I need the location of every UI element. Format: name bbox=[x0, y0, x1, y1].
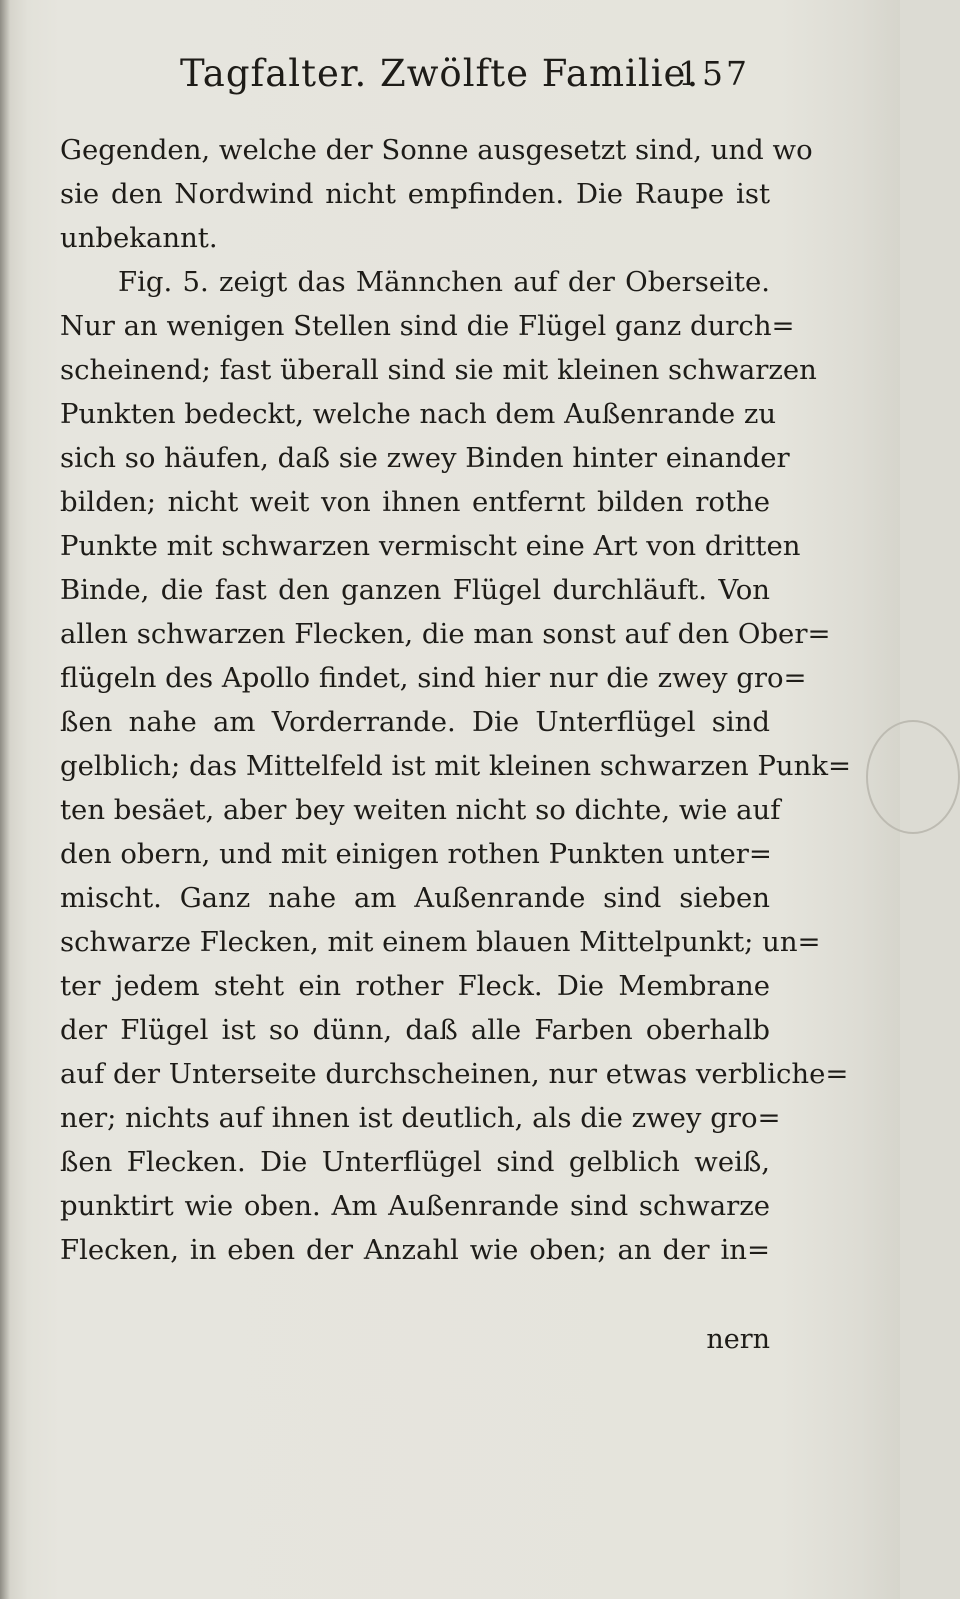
catchword: nern bbox=[706, 1324, 770, 1355]
text-line: sich so häufen, daß sie zwey Binden hinter einander bbox=[60, 442, 790, 474]
text-line: Punkte mit schwarzen vermischt eine Art von dritten bbox=[60, 530, 801, 562]
page-edge-mark bbox=[866, 720, 960, 834]
text-line: ter jedem steht ein rother Fleck. Die Membrane bbox=[60, 970, 770, 1002]
text-line: ßen Flecken. Die Unterflügel sind gelblich weiß, bbox=[60, 1146, 770, 1178]
page-header bbox=[180, 52, 760, 112]
text-line: bilden; nicht weit von ihnen entfernt bilden rothe bbox=[60, 486, 770, 518]
body-text bbox=[60, 128, 852, 1272]
text-line: Fig. 5. zeigt das Männchen auf der Oberseite. bbox=[118, 266, 770, 298]
text-line: flügeln des Apollo findet, sind hier nur die zwey gro= bbox=[60, 662, 807, 694]
text-line: den obern, und mit einigen rothen Punkten unter= bbox=[60, 838, 772, 870]
text-line: sie den Nordwind nicht empfinden. Die Raupe ist bbox=[60, 178, 770, 210]
text-line: Punkten bedeckt, welche nach dem Außenrande zu bbox=[60, 398, 777, 430]
text-line: Nur an wenigen Stellen sind die Flügel ganz durch= bbox=[60, 310, 795, 342]
text-line: schwarze Flecken, mit einem blauen Mittelpunkt; un= bbox=[60, 926, 821, 958]
text-line: Gegenden, welche der Sonne ausgesetzt sind, und wo bbox=[60, 134, 813, 166]
running-title: Tagfalter. Zwölfte Familie. bbox=[180, 52, 700, 95]
text-line: ßen nahe am Vorderrande. Die Unterflügel sind bbox=[60, 706, 770, 738]
text-line: auf der Unterseite durchscheinen, nur etwas verbliche= bbox=[60, 1058, 849, 1090]
text-line: Binde, die fast den ganzen Flügel durchläuft. Von bbox=[60, 574, 770, 606]
text-line: ner; nichts auf ihnen ist deutlich, als die zwey gro= bbox=[60, 1102, 781, 1134]
text-line: allen schwarzen Flecken, die man sonst auf den Ober= bbox=[60, 618, 831, 650]
page-number: 157 bbox=[678, 54, 750, 93]
text-line: ten besäet, aber bey weiten nicht so dichte, wie auf bbox=[60, 794, 781, 826]
text-line: scheinend; fast überall sind sie mit kleinen schwarzen bbox=[60, 354, 817, 386]
text-line: gelblich; das Mittelfeld ist mit kleinen schwarzen Punk= bbox=[60, 750, 852, 782]
binding-gutter bbox=[0, 0, 10, 1599]
text-line: der Flügel ist so dünn, daß alle Farben oberhalb bbox=[60, 1014, 770, 1046]
text-line: punktirt wie oben. Am Außenrande sind schwarze bbox=[60, 1190, 770, 1222]
text-line: mischt. Ganz nahe am Außenrande sind sieben bbox=[60, 882, 770, 914]
text-line: Flecken, in eben der Anzahl wie oben; an der in= bbox=[60, 1234, 770, 1266]
text-line: unbekannt. bbox=[60, 222, 218, 254]
